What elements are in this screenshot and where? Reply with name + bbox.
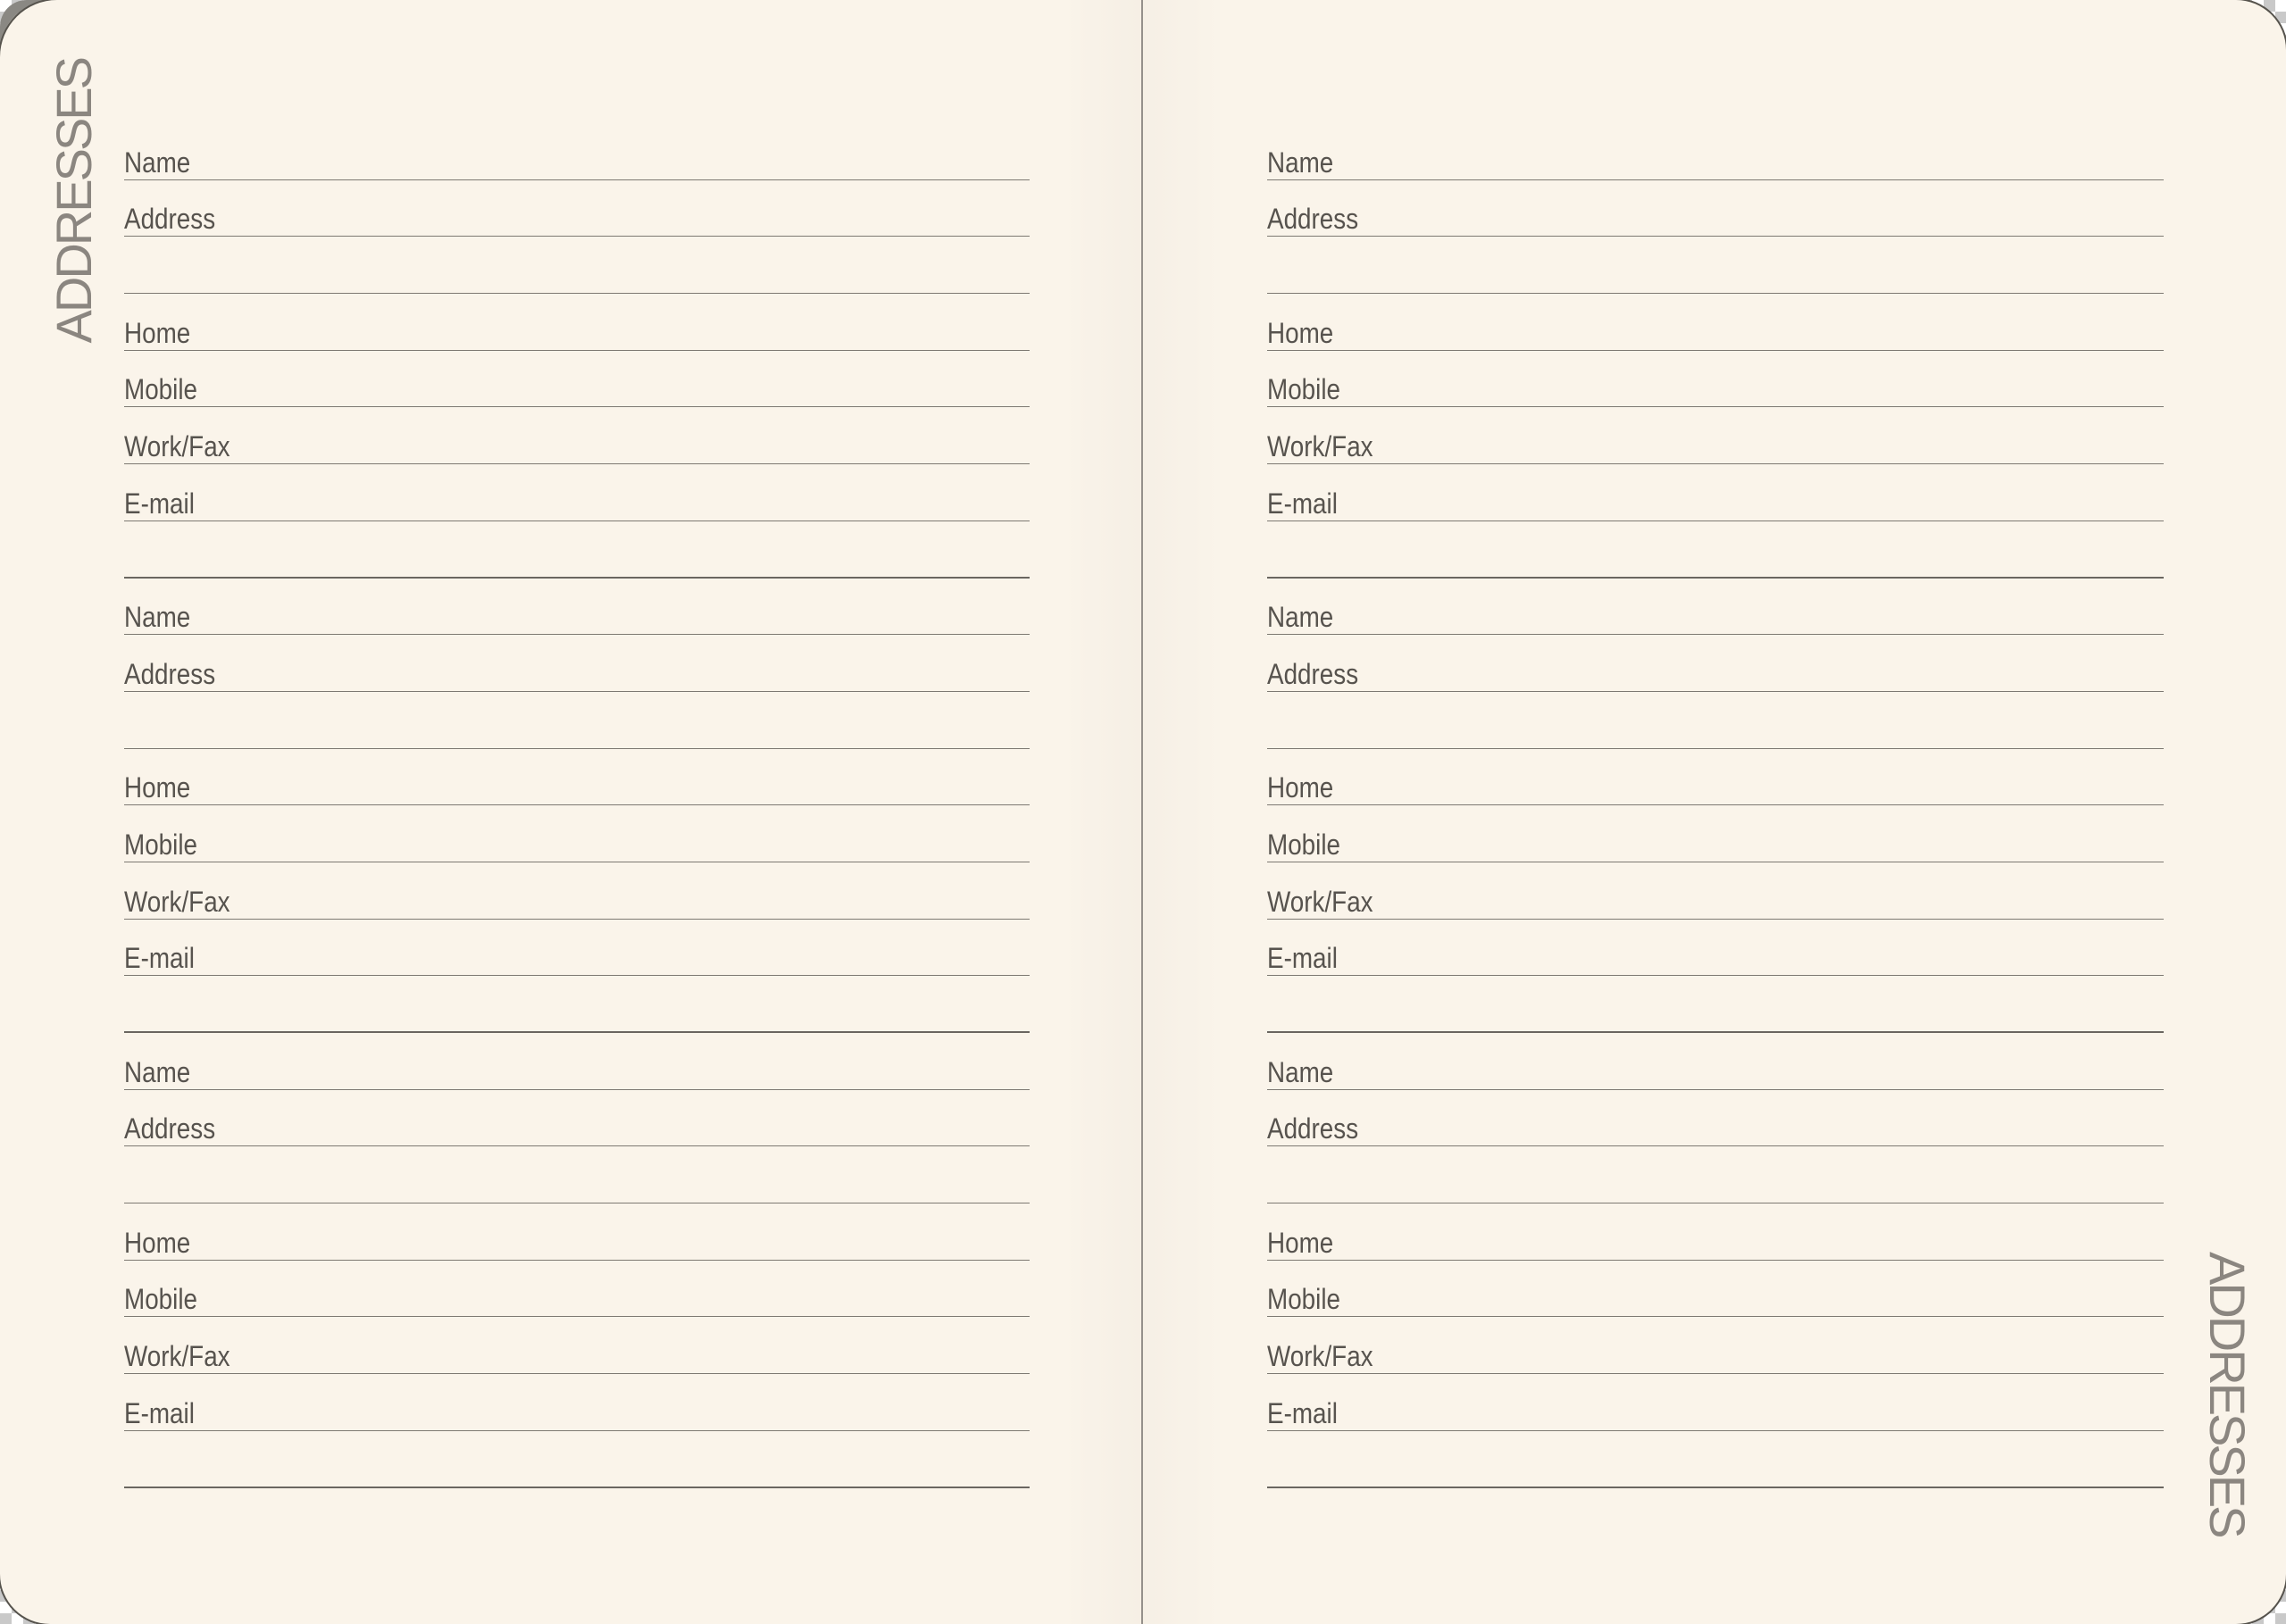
field-row-mobile	[1267, 1261, 2164, 1318]
field-label-e-mail: E-mail	[124, 1396, 195, 1429]
field-row-address-continued	[124, 692, 1030, 749]
field-row-name	[124, 123, 1030, 180]
page-gutter-divider	[1141, 0, 1143, 1624]
left-page-entries	[124, 123, 1030, 1488]
field-label-home: Home	[1267, 1226, 1334, 1259]
field-row-name	[1267, 579, 2164, 636]
field-row-work-fax	[124, 1317, 1030, 1374]
field-label-work-fax: Work/Fax	[1267, 1340, 1373, 1373]
field-row-mobile	[1267, 805, 2164, 862]
field-row-address-continued	[124, 237, 1030, 294]
field-label-name: Name	[1267, 146, 1334, 179]
field-label-e-mail: E-mail	[124, 942, 195, 975]
field-label-home: Home	[1267, 316, 1334, 349]
field-row-work-fax	[124, 407, 1030, 464]
field-label-address: Address	[1267, 203, 1359, 236]
field-row-address	[1267, 635, 2164, 692]
field-row-work-fax	[1267, 1317, 2164, 1374]
field-label-mobile: Mobile	[124, 828, 198, 861]
field-row-address	[1267, 180, 2164, 237]
field-row-e-mail	[124, 1374, 1030, 1431]
field-label-work-fax: Work/Fax	[1267, 430, 1373, 463]
field-row-e-mail	[1267, 1374, 2164, 1431]
field-label-address: Address	[124, 1112, 216, 1145]
field-label-e-mail: E-mail	[1267, 487, 1338, 520]
field-row-home	[124, 1203, 1030, 1261]
field-label-mobile: Mobile	[124, 373, 198, 406]
field-row-address-continued	[1267, 237, 2164, 294]
entry-separator-line	[1267, 521, 2164, 579]
field-label-e-mail: E-mail	[1267, 1396, 1338, 1429]
field-label-work-fax: Work/Fax	[124, 885, 230, 918]
field-row-work-fax	[1267, 407, 2164, 464]
field-label-address: Address	[124, 657, 216, 690]
field-row-address-continued	[1267, 1146, 2164, 1203]
field-row-mobile	[124, 1261, 1030, 1318]
field-row-name	[124, 579, 1030, 636]
field-label-name: Name	[124, 1055, 191, 1088]
field-row-address	[124, 180, 1030, 237]
field-row-address-continued	[124, 1146, 1030, 1203]
field-label-work-fax: Work/Fax	[124, 1340, 230, 1373]
field-row-mobile	[1267, 351, 2164, 408]
field-label-mobile: Mobile	[1267, 1283, 1341, 1316]
field-label-address: Address	[124, 203, 216, 236]
field-label-address: Address	[1267, 657, 1359, 690]
field-row-name	[1267, 1033, 2164, 1090]
field-label-e-mail: E-mail	[124, 487, 195, 520]
field-label-mobile: Mobile	[1267, 828, 1341, 861]
field-row-work-fax	[124, 862, 1030, 920]
field-label-home: Home	[124, 771, 191, 804]
field-label-work-fax: Work/Fax	[1267, 885, 1373, 918]
field-row-work-fax	[1267, 862, 2164, 920]
field-row-home	[1267, 749, 2164, 806]
field-row-mobile	[124, 805, 1030, 862]
field-row-e-mail	[1267, 920, 2164, 977]
field-row-address	[124, 1090, 1030, 1147]
field-label-mobile: Mobile	[1267, 373, 1341, 406]
gutter-shading-right	[1143, 0, 1223, 1624]
field-row-e-mail	[1267, 464, 2164, 521]
field-row-name	[1267, 123, 2164, 180]
entry-separator-line	[124, 1431, 1030, 1488]
field-row-mobile	[124, 351, 1030, 408]
field-label-e-mail: E-mail	[1267, 942, 1338, 975]
gutter-shading-left	[1061, 0, 1141, 1624]
field-row-home	[124, 294, 1030, 351]
entry-separator-line	[124, 976, 1030, 1033]
field-row-home	[1267, 1203, 2164, 1261]
field-row-home	[1267, 294, 2164, 351]
field-row-home	[124, 749, 1030, 806]
field-label-home: Home	[1267, 771, 1334, 804]
field-label-address: Address	[1267, 1112, 1359, 1145]
field-label-name: Name	[124, 601, 191, 634]
entry-separator-line	[1267, 976, 2164, 1033]
field-label-work-fax: Work/Fax	[124, 430, 230, 463]
field-label-home: Home	[124, 1226, 191, 1259]
field-row-e-mail	[124, 920, 1030, 977]
entry-separator-line	[124, 521, 1030, 579]
field-label-home: Home	[124, 316, 191, 349]
field-row-e-mail	[124, 464, 1030, 521]
field-row-name	[124, 1033, 1030, 1090]
field-row-address	[124, 635, 1030, 692]
field-label-mobile: Mobile	[124, 1283, 198, 1316]
field-label-name: Name	[1267, 601, 1334, 634]
field-row-address-continued	[1267, 692, 2164, 749]
field-label-name: Name	[1267, 1055, 1334, 1088]
entry-separator-line	[1267, 1431, 2164, 1488]
field-row-address	[1267, 1090, 2164, 1147]
spine-title-right: ADDRESSES	[2199, 1252, 2256, 1537]
right-page-entries	[1267, 123, 2164, 1488]
field-label-name: Name	[124, 146, 191, 179]
spine-title-left: ADDRESSES	[46, 59, 102, 344]
